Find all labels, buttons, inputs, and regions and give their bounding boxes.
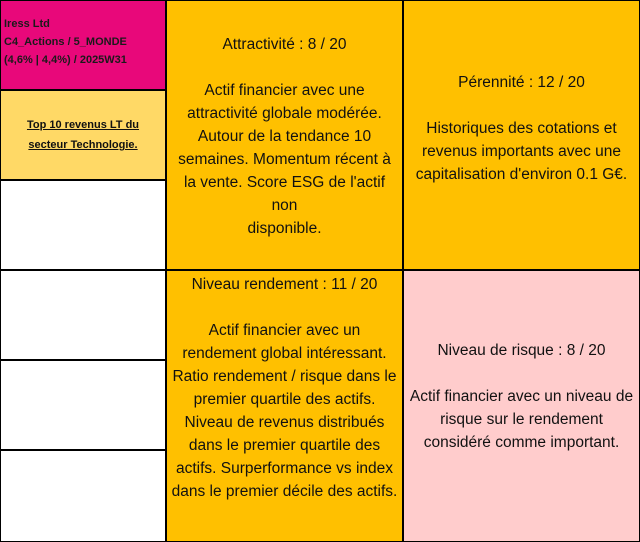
attractivite-cell bbox=[166, 0, 403, 270]
perennite-line: revenus importants avec une bbox=[421, 143, 622, 160]
rendement-line: dans le premier quartile des bbox=[188, 437, 381, 454]
company-name: Iress Ltd bbox=[4, 18, 50, 30]
rendement-line: dans le premier décile des actifs. bbox=[171, 483, 398, 500]
top10-line-2: secteur Technologie. bbox=[28, 139, 138, 151]
attractivite-line: Autour de la tendance 10 bbox=[197, 128, 372, 145]
perennite-title: Pérennité : 12 / 20 bbox=[458, 74, 585, 91]
perennite-cell bbox=[403, 0, 640, 270]
attractivite-title: Attractivité : 8 / 20 bbox=[222, 36, 347, 53]
risque-cell bbox=[403, 270, 640, 542]
risque-line: Actif financier avec un niveau de bbox=[409, 388, 634, 405]
perennite-line: Historiques des cotations et bbox=[426, 120, 617, 137]
attractivite-line: semaines. Momentum récent à bbox=[178, 151, 391, 168]
attractivite-line: Actif financier avec une bbox=[204, 82, 365, 99]
performance-stats: (4,6% | 4,4%) / 2025W31 bbox=[4, 54, 127, 66]
top10-cell bbox=[0, 90, 166, 180]
blank-cell-4 bbox=[0, 450, 166, 542]
risque-title: Niveau de risque : 8 / 20 bbox=[437, 342, 606, 359]
asset-identity-cell bbox=[0, 0, 166, 90]
blank-cell-2 bbox=[0, 270, 166, 360]
rendement-line: Ratio rendement / risque dans le bbox=[172, 368, 397, 385]
blank-cell-1 bbox=[0, 180, 166, 270]
rendement-cell bbox=[166, 270, 403, 542]
risque-line: considéré comme important. bbox=[423, 434, 620, 451]
rendement-line: rendement global intéressant. bbox=[182, 345, 387, 362]
blank-cell-3 bbox=[0, 360, 166, 450]
classification: C4_Actions / 5_MONDE bbox=[4, 36, 127, 48]
attractivite-line: attractivité globale modérée. bbox=[187, 105, 382, 122]
rendement-line: Niveau de revenus distribués bbox=[184, 414, 385, 431]
attractivite-line: disponible. bbox=[247, 220, 322, 237]
perennite-line: capitalisation d'environ 0.1 G€. bbox=[415, 166, 628, 183]
rendement-line: Actif financier avec un bbox=[208, 322, 361, 339]
top10-line-1: Top 10 revenus LT du bbox=[26, 119, 140, 131]
rendement-line: premier quartile des actifs. bbox=[193, 391, 376, 408]
rendement-line: actifs. Surperformance vs index bbox=[175, 460, 394, 477]
attractivite-line: la vente. Score ESG de l'actif non bbox=[183, 174, 386, 214]
rendement-title: Niveau rendement : 11 / 20 bbox=[191, 276, 378, 293]
risque-line: risque sur le rendement bbox=[440, 411, 603, 428]
